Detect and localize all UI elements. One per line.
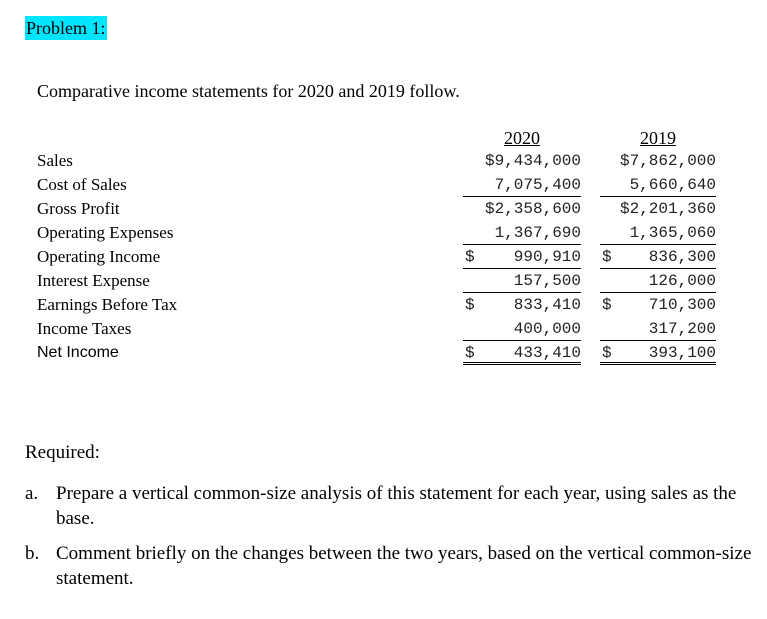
required-heading: Required: — [25, 442, 100, 463]
value-2020-gross-profit — [463, 197, 581, 221]
row-label-gross-profit: Gross Profit — [37, 199, 120, 218]
value-text: 5,660,640 — [629, 176, 716, 194]
value-2019-cost-of-sales — [600, 173, 716, 197]
value-2020-interest-expense — [463, 269, 581, 293]
row-labels — [37, 149, 177, 365]
row-label-cost-of-sales: Cost of Sales — [37, 175, 127, 194]
value-2019-income-taxes — [600, 317, 716, 341]
value-text: 126,000 — [648, 272, 716, 290]
value-2019-operating-expenses — [600, 221, 716, 245]
requirement-b-marker: b. — [25, 543, 40, 564]
value-2020-earnings-before-tax — [463, 293, 581, 317]
value-text: 400,000 — [513, 320, 581, 338]
value-text: 990,910 — [513, 248, 581, 266]
year-header-2019: 2019 — [640, 128, 676, 148]
value-text: 157,500 — [513, 272, 581, 290]
intro-text: Comparative income statements for 2020 and 2019 follow. — [37, 81, 460, 101]
dollar-sign: $ — [465, 296, 475, 314]
dollar-sign: $ — [602, 296, 612, 314]
column-2020 — [463, 127, 581, 365]
value-text: 710,300 — [648, 296, 716, 314]
value-text: 393,100 — [648, 344, 716, 362]
value-text: 433,410 — [513, 344, 581, 362]
year-header-2020: 2020 — [504, 128, 540, 148]
value-text: $2,358,600 — [484, 200, 581, 218]
row-label-net-income: Net Income — [37, 344, 119, 361]
requirement-b-text: Comment briefly on the changes between the two years, based on the vertical common-size statement. — [56, 543, 752, 589]
value-2020-income-taxes — [463, 317, 581, 341]
value-2020-sales — [463, 149, 581, 173]
value-2019-interest-expense — [600, 269, 716, 293]
requirement-a — [25, 481, 755, 531]
dollar-sign: $ — [465, 344, 475, 362]
problem-title: Problem 1: — [26, 18, 106, 38]
row-label-operating-expenses: Operating Expenses — [37, 223, 174, 242]
value-2019-sales — [600, 149, 716, 173]
value-text: 7,075,400 — [494, 176, 581, 194]
value-2020-operating-income — [463, 245, 581, 269]
dollar-sign: $ — [602, 248, 612, 266]
requirement-b — [25, 541, 755, 591]
value-2020-cost-of-sales — [463, 173, 581, 197]
value-2019-gross-profit — [600, 197, 716, 221]
value-text: 836,300 — [648, 248, 716, 266]
value-2020-net-income — [463, 341, 581, 365]
column-2019 — [600, 127, 716, 365]
value-text: 1,365,060 — [629, 224, 716, 242]
value-text: $7,862,000 — [619, 152, 716, 170]
row-label-income-taxes: Income Taxes — [37, 319, 132, 338]
value-2019-operating-income — [600, 245, 716, 269]
value-text: $9,434,000 — [484, 152, 581, 170]
row-label-interest-expense: Interest Expense — [37, 271, 150, 290]
dollar-sign: $ — [465, 248, 475, 266]
row-label-operating-income: Operating Income — [37, 247, 161, 266]
value-text: 317,200 — [648, 320, 716, 338]
value-2019-earnings-before-tax — [600, 293, 716, 317]
dollar-sign: $ — [602, 344, 612, 362]
row-label-sales: Sales — [37, 151, 73, 170]
value-text: 833,410 — [513, 296, 581, 314]
value-2019-net-income — [600, 341, 716, 365]
row-label-earnings-before-tax: Earnings Before Tax — [37, 295, 178, 314]
value-text: $2,201,360 — [619, 200, 716, 218]
requirement-a-text: Prepare a vertical common-size analysis of this statement for each year, using sales as the base. — [56, 483, 737, 529]
requirement-a-marker: a. — [25, 483, 39, 504]
value-2020-operating-expenses — [463, 221, 581, 245]
value-text: 1,367,690 — [494, 224, 581, 242]
